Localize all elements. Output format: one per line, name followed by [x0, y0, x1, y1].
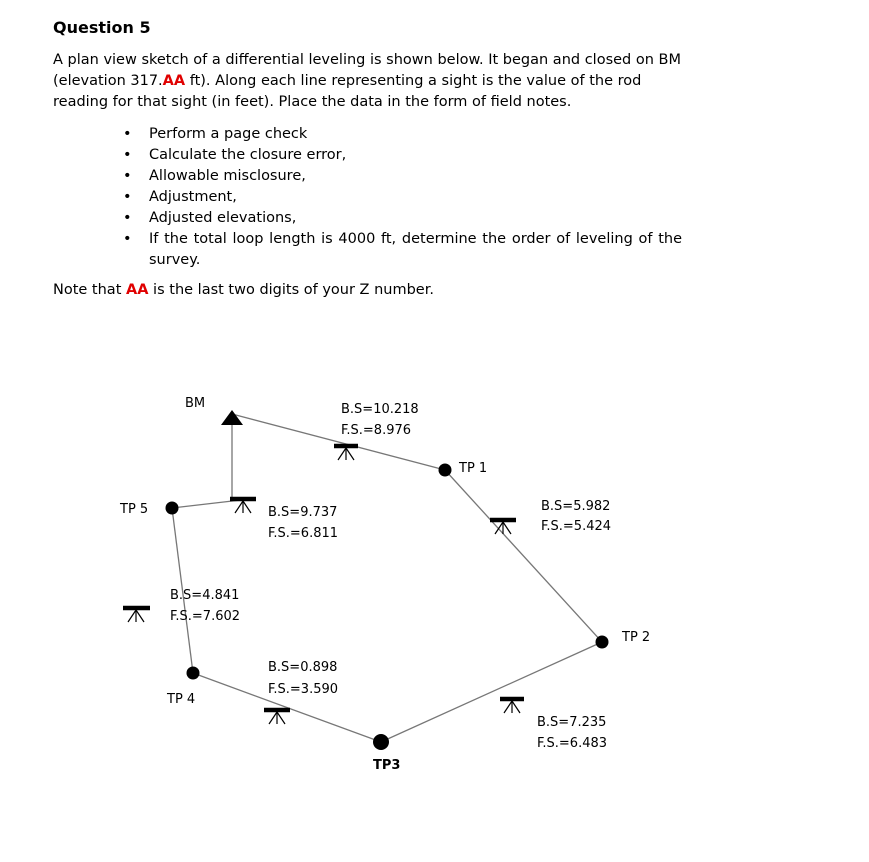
reading-fs: F.S.=5.424	[541, 519, 612, 534]
reading-fs: F.S.=6.811	[268, 526, 339, 541]
sight-line-tp5-bm	[172, 414, 241, 508]
task-text: Adjusted elevations,	[149, 210, 297, 226]
task-text: Calculate the closure error,	[149, 147, 347, 163]
reading-bs: B.S=9.737	[268, 505, 338, 520]
task-text: Perform a page check	[149, 126, 308, 142]
reading-fs: F.S.=6.483	[537, 736, 608, 751]
label-bm: BM	[185, 396, 206, 411]
reading-fs: F.S.=8.976	[341, 423, 412, 438]
level-instrument-icon	[490, 520, 516, 534]
tp3-marker	[373, 734, 389, 750]
note-part-2: is the last two digits of your Z number.	[148, 282, 434, 298]
label-tp2: TP 2	[622, 630, 651, 645]
level-instrument-icon	[123, 608, 150, 622]
label-tp5: TP 5	[120, 502, 149, 517]
bullet-icon: •	[123, 231, 132, 247]
reading-fs: F.S.=7.602	[170, 609, 241, 624]
bullet-icon: •	[123, 126, 132, 142]
sight-line-tp1-tp2	[445, 470, 602, 642]
reading-bs: B.S=0.898	[268, 660, 338, 675]
tp2-marker	[596, 636, 609, 649]
label-tp1: TP 1	[459, 461, 488, 476]
level-instrument-icon	[230, 499, 256, 513]
task-text: Adjustment,	[149, 189, 237, 205]
tp5-marker	[166, 502, 179, 515]
reading-bs: B.S=7.235	[537, 715, 607, 730]
reading-bs: B.S=4.841	[170, 588, 240, 603]
level-instrument-icon	[334, 446, 358, 460]
bullet-icon: •	[123, 210, 132, 226]
reading-bs: B.S=5.982	[541, 499, 611, 514]
aa-highlight: AA	[162, 73, 186, 89]
level-instrument-icon	[264, 710, 290, 724]
bullet-icon: •	[123, 147, 132, 163]
level-instrument-icon	[500, 699, 524, 713]
question-title: Question 5	[53, 18, 151, 37]
reading-fs: F.S.=3.590	[268, 682, 339, 697]
sight-line-bm-tp1	[232, 414, 445, 470]
note-part-1: Note that	[53, 282, 126, 298]
intro-part-1: A plan view sketch of a differential leveling is shown below. It began and closed on BM (elevation 317.	[53, 52, 681, 89]
tp4-marker	[187, 667, 200, 680]
label-tp4: TP 4	[167, 692, 196, 707]
task-text: If the total loop length is 4000 ft, determine the order of leveling of the survey.	[149, 231, 682, 268]
bullet-icon: •	[123, 168, 132, 184]
benchmark-triangle-icon	[221, 410, 243, 425]
reading-bs: B.S=10.218	[341, 402, 419, 417]
bullet-icon: •	[123, 189, 132, 205]
label-tp3: TP3	[373, 758, 401, 773]
task-text: Allowable misclosure,	[149, 168, 306, 184]
sight-lines	[172, 414, 602, 742]
tp1-marker	[439, 464, 452, 477]
intro-part-2: ft). Along each line representing a sight is the value of the rod reading for that sight (in feet). Place the data in the form of field notes.	[53, 73, 642, 110]
aa-highlight: AA	[126, 282, 149, 298]
